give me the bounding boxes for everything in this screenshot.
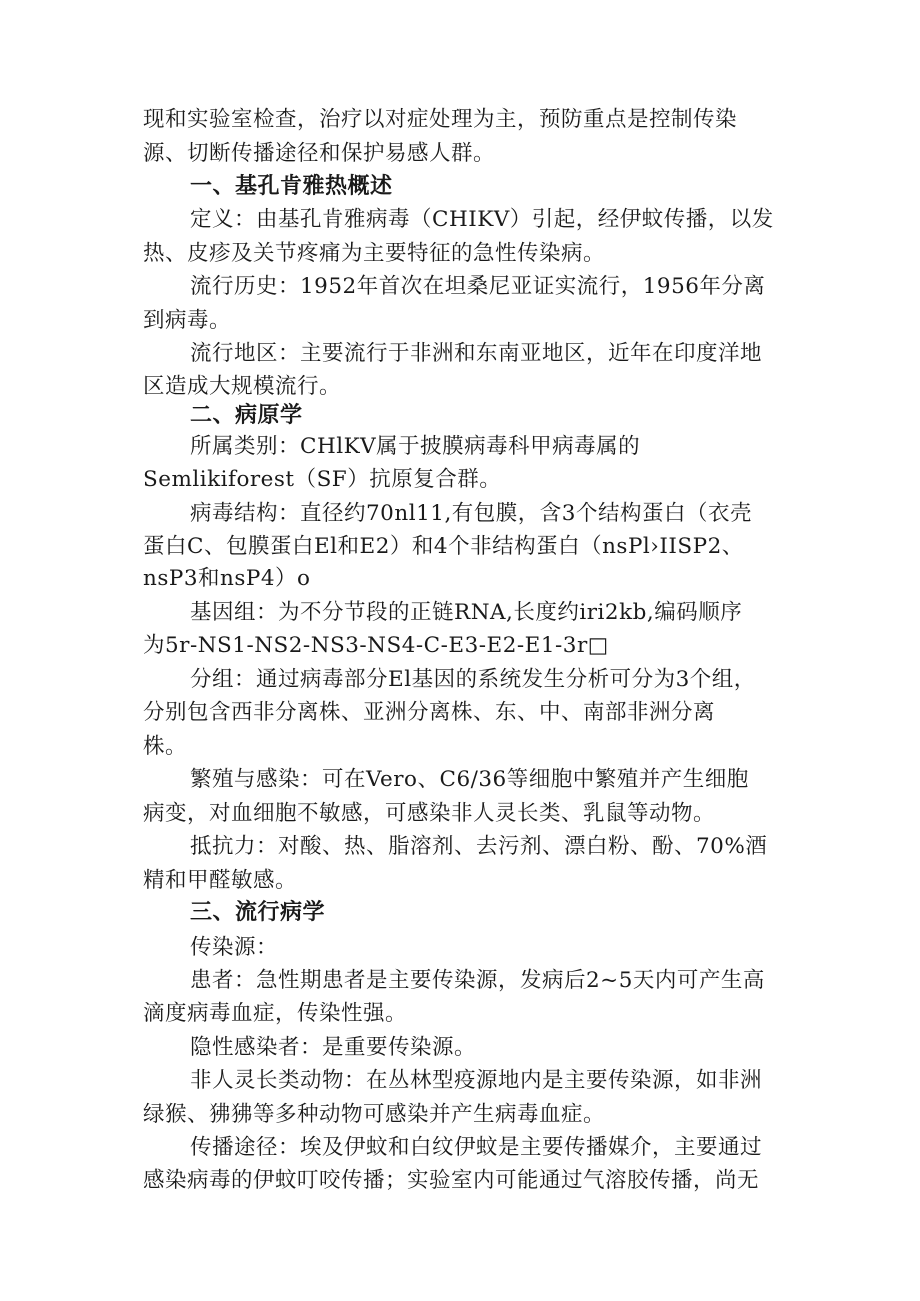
paragraph-line: 蛋白C、包膜蛋白El和E2）和4个非结构蛋白（nsPl›IISP2、 (143, 534, 744, 559)
paragraph-line: 抵抗力：对酸、热、脂溶剂、去污剂、漂白粉、酚、70%酒 (190, 834, 768, 859)
paragraph-line: 精和甲醛敏感。 (143, 868, 298, 893)
paragraph-line: 分组：通过病毒部分El基因的系统发生分析可分为3个组， (190, 667, 756, 692)
paragraph-line: 绿猴、狒狒等多种动物可感染并产生病毒血症。 (143, 1102, 606, 1127)
section-heading-epidemiology: 三、流行病学 (190, 900, 326, 925)
paragraph-line: 繁殖与感染：可在Vero、C6/36等细胞中繁殖并产生细胞 (190, 767, 749, 792)
paragraph-line: 传染源： (190, 935, 279, 960)
paragraph-line: nsP3和nsP4）o (143, 566, 311, 591)
paragraph-line: 滴度病毒血症，传染性强。 (143, 1001, 408, 1026)
paragraph-line: 分别包含西非分离株、亚洲分离株、东、中、南部非洲分离 (143, 700, 716, 725)
paragraph-line: 基因组：为不分节段的正链RNA,长度约iri2kb,编码顺序 (190, 600, 743, 625)
paragraph-line: 病变，对血细胞不敏感，可感染非人灵长类、乳鼠等动物。 (143, 801, 716, 826)
paragraph-line: 株。 (143, 734, 188, 759)
paragraph-line: 定义：由基孔肯雅病毒（CHIKV）引起，经伊蚊传播，以发 (190, 207, 774, 232)
paragraph-line: 传播途径：埃及伊蚊和白纹伊蚊是主要传播媒介，主要通过 (190, 1135, 763, 1160)
paragraph-line: 感染病毒的伊蚊叮咬传播；实验室内可能通过气溶胶传播，尚无 (143, 1168, 760, 1193)
paragraph-line: Semlikiforest（SF）抗原复合群。 (143, 467, 502, 492)
paragraph-line: 患者：急性期患者是主要传染源，发病后2~5天内可产生高 (190, 968, 765, 993)
paragraph-line: 源、切断传播途径和保护易感人群。 (143, 141, 496, 166)
paragraph-line: 所属类别：CHlKV属于披膜病毒科甲病毒属的 (190, 434, 641, 459)
paragraph-line: 流行历史：1952年首次在坦桑尼亚证实流行，1956年分离 (190, 274, 766, 299)
paragraph-line: 病毒结构：直径约70nl11,有包膜，含3个结构蛋白（衣壳 (190, 501, 752, 526)
section-heading-etiology: 二、病原学 (190, 403, 303, 428)
paragraph-line: 为5r-NS1-NS2-NS3-NS4-C-E3-E2-E1-3r□ (143, 633, 609, 658)
paragraph-line: 流行地区：主要流行于非洲和东南亚地区，近年在印度洋地 (190, 341, 763, 366)
paragraph-line: 区造成大规模流行。 (143, 374, 342, 399)
paragraph-line: 到病毒。 (143, 308, 232, 333)
paragraph-line: 现和实验室检查，治疗以对症处理为主，预防重点是控制传染 (143, 107, 738, 132)
paragraph-line: 非人灵长类动物：在丛林型疫源地内是主要传染源，如非洲 (190, 1068, 763, 1093)
paragraph-line: 热、皮疹及关节疼痛为主要特征的急性传染病。 (143, 241, 606, 266)
section-heading-overview: 一、基孔肯雅热概述 (190, 174, 393, 199)
paragraph-line: 隐性感染者：是重要传染源。 (190, 1035, 477, 1060)
